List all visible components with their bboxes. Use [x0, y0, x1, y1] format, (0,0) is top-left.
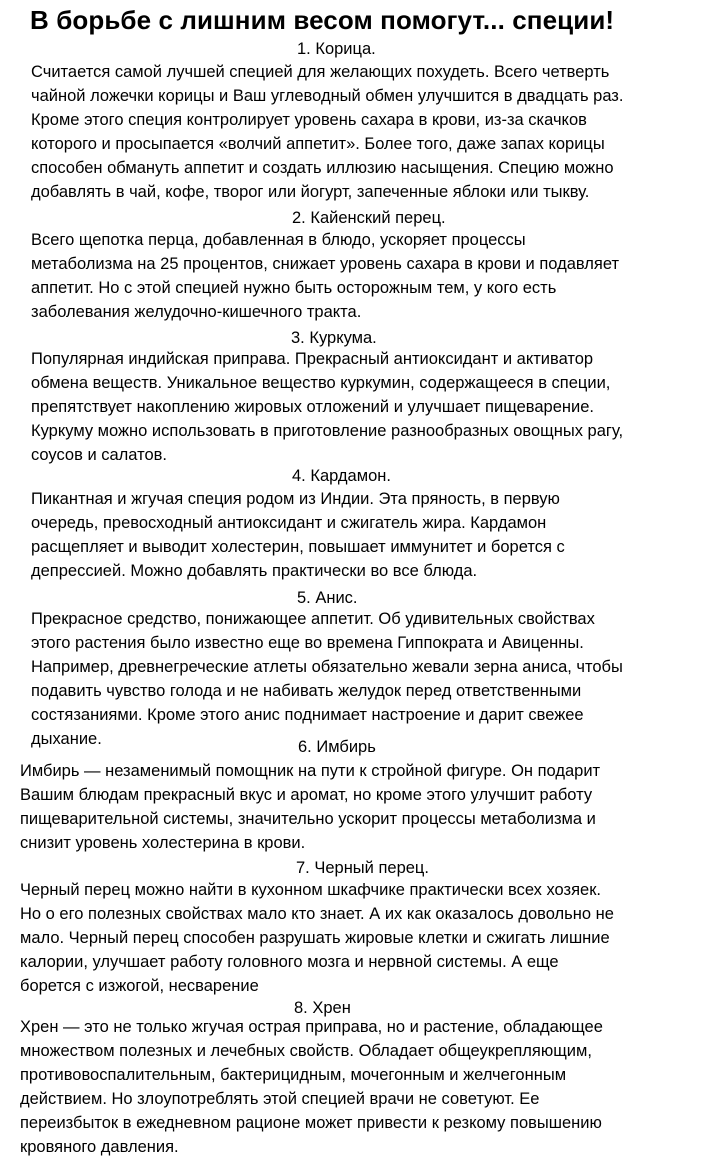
text-line: противовоспалительным, бактерицидным, мочегонным и желчегонным: [20, 1066, 567, 1084]
text-line: борется с изжогой, несварение: [20, 977, 259, 995]
text-line: Считается самой лучшей специей для желающих похудеть. Всего четверть: [31, 63, 610, 81]
section-text-cinnamon: [31, 60, 623, 204]
text-line: мало. Черный перец способен разрушать жировые клетки и сжигать лишние: [20, 929, 610, 947]
text-line: Например, древнегреческие атлеты обязательно жевали зерна аниса, чтобы: [31, 658, 623, 676]
text-line: расщепляет и выводит холестерин, повышает иммунитет и борется с: [31, 538, 565, 556]
text-line: Имбирь — незаменимый помощник на пути к стройной фигуре. Он подарит: [20, 762, 601, 780]
text-line: действием. Но злоупотреблять этой специей врачи не советуют. Ее: [20, 1090, 540, 1108]
section-text-horseradish: [20, 1015, 603, 1159]
text-line: Хрен — это не только жгучая острая приправа, но и растение, обладающее: [20, 1018, 603, 1036]
text-line: Куркуму можно использовать в приготовление разнообразных овощных рагу,: [31, 422, 624, 440]
section-heading-horseradish: 8. Хрен: [294, 999, 351, 1017]
text-line: чайной ложечки корицы и Ваш углеводный обмен улучшится в двадцать раз.: [31, 87, 624, 105]
section-heading-ginger: 6. Имбирь: [298, 738, 376, 756]
section-heading-cinnamon: 1. Корица.: [297, 40, 376, 58]
text-line: заболевания желудочно-кишечного тракта.: [31, 303, 362, 321]
section-heading-turmeric: 3. Куркума.: [291, 329, 377, 347]
text-line: множеством полезных и лечебных свойств. Обладает общеукрепляющим,: [20, 1042, 592, 1060]
text-line: Пикантная и жгучая специя родом из Индии. Эта пряность, в первую: [31, 490, 560, 508]
section-heading-black-pepper: 7. Черный перец.: [296, 859, 429, 877]
text-line: способен обмануть аппетит и создать иллюзию насыщения. Специю можно: [31, 159, 614, 177]
text-line: обмена веществ. Уникальное вещество куркумин, содержащееся в специи,: [31, 374, 611, 392]
text-line: снизит уровень холестерина в крови.: [20, 834, 306, 852]
text-line: очередь, превосходный антиоксидант и сжигатель жира. Кардамон: [31, 514, 547, 532]
section-text-turmeric: [31, 347, 623, 467]
section-heading-anise: 5. Анис.: [297, 589, 358, 607]
text-line: которого и просыпается «волчий аппетит». Более того, даже запах корицы: [31, 135, 605, 153]
text-line: этого растения было известно еще во времена Гиппократа и Авиценны.: [31, 634, 584, 652]
section-text-black-pepper: [20, 878, 614, 998]
text-line: переизбыток в ежедневном рационе может привести к резкому повышению: [20, 1114, 602, 1132]
text-line: Прекрасное средство, понижающее аппетит. Об удивительных свойствах: [31, 610, 595, 628]
text-line: Популярная индийская приправа. Прекрасный антиоксидант и активатор: [31, 350, 594, 368]
text-line: состязаниями. Кроме этого анис поднимает настроение и дарит свежее: [31, 706, 584, 724]
text-line: кровяного давления.: [20, 1138, 179, 1156]
text-line: Черный перец можно найти в кухонном шкафчике практически всех хозяек.: [20, 881, 602, 899]
section-text-cayenne: [31, 228, 619, 324]
text-line: подавить чувство голода и не набивать желудок перед ответственными: [31, 682, 582, 700]
section-text-anise: [31, 607, 623, 751]
section-heading-cardamom: 4. Кардамон.: [292, 467, 391, 485]
section-heading-cayenne: 2. Кайенский перец.: [292, 209, 446, 227]
text-line: дыхание.: [31, 730, 102, 748]
text-line: аппетит. Но с этой специей нужно быть осторожным тем, у кого есть: [31, 279, 557, 297]
section-text-ginger: [20, 759, 600, 855]
article-title: В борьбе с лишним весом помогут... специи!: [30, 5, 615, 35]
text-line: Всего щепотка перца, добавленная в блюдо, ускоряет процессы: [31, 231, 526, 249]
text-line: депрессией. Можно добавлять практически во все блюда.: [31, 562, 478, 580]
text-line: Кроме этого специя контролирует уровень сахара в крови, из-за скачков: [31, 111, 587, 129]
text-line: калории, улучшает работу головного мозга и нервной системы. А еще: [20, 953, 559, 971]
text-line: соусов и салатов.: [31, 446, 168, 464]
text-line: добавлять в чай, кофе, творог или йогурт, запеченные яблоки или тыкву.: [31, 183, 590, 201]
section-text-cardamom: [31, 487, 565, 583]
text-line: Но о его полезных свойствах мало кто знает. А их как оказалось довольно не: [20, 905, 614, 923]
text-line: Вашим блюдам прекрасный вкус и аромат, но кроме этого улучшит работу: [20, 786, 593, 804]
text-line: препятствует накоплению жировых отложений и улучшает пищеварение.: [31, 398, 594, 416]
text-line: метаболизма на 25 процентов, снижает уровень сахара в крови и подавляет: [31, 255, 620, 273]
text-line: пищеварительной системы, значительно ускорит процессы метаболизма и: [20, 810, 596, 828]
